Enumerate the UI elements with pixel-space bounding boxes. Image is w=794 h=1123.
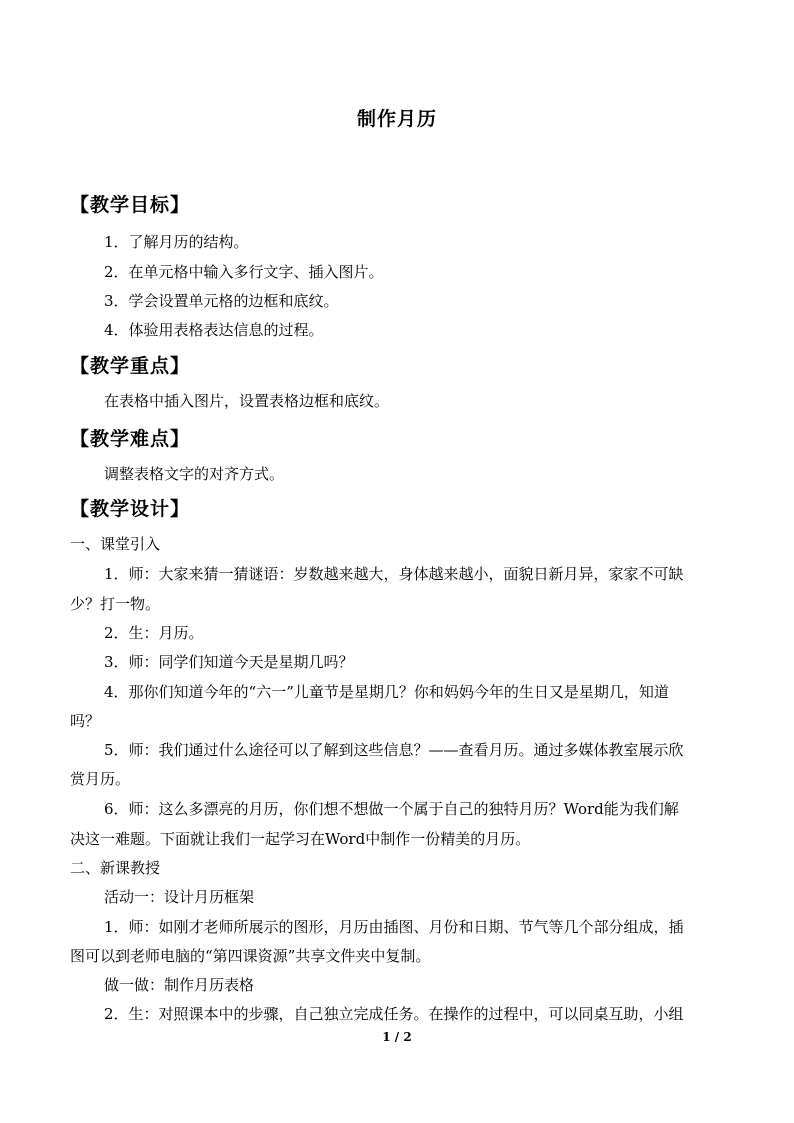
goal-item-4: 4．体验用表格表达信息的过程。 (104, 321, 324, 339)
page-title: 制作月历 (356, 108, 437, 130)
activity-1-title: 活动一：设计月历框架 (104, 888, 255, 906)
intro-line-4b: 吗？ (70, 712, 101, 730)
difficulties-heading: 【教学难点】 (70, 428, 191, 450)
goal-item-1: 1．了解月历的结构。 (104, 233, 249, 251)
key-points-text: 在表格中插入图片，设置表格边框和底纹。 (104, 392, 390, 410)
goal-item-2: 2．在单元格中输入多行文字、插入图片。 (104, 263, 384, 281)
design-heading: 【教学设计】 (70, 498, 191, 520)
intro-line-3: 3．师：同学们知道今天是星期几吗？ (104, 653, 354, 671)
intro-line-1b: 少？打一物。 (70, 595, 161, 613)
intro-line-1a: 1．师：大家来猜一猜谜语：岁数越来越大，身体越来越小，面貌日新月异，家家不可缺 (104, 565, 684, 583)
section-new-lesson-heading: 二、新课教授 (70, 859, 161, 877)
intro-line-5a: 5．师：我们通过什么途径可以了解到这些信息？——查看月历。通过多媒体教室展示欣 (104, 741, 684, 759)
goal-item-3: 3．学会设置单元格的边框和底纹。 (104, 292, 339, 310)
intro-line-2: 2．生：月历。 (104, 624, 204, 642)
goals-heading: 【教学目标】 (70, 194, 191, 216)
key-points-heading: 【教学重点】 (70, 355, 191, 377)
lesson-line-1b: 图可以到老师电脑的“第四课资源”共享文件夹中复制。 (70, 947, 431, 965)
difficulties-text: 调整表格文字的对齐方式。 (104, 465, 285, 483)
try-it-title: 做一做：制作月历表格 (104, 976, 255, 994)
lesson-line-1a: 1．师：如刚才老师所展示的图形，月历由插图、月份和日期、节气等几个部分组成，插 (104, 918, 684, 936)
lesson-line-2a: 2．生：对照课本中的步骤，自己独立完成任务。在操作的过程中，可以同桌互助，小组 (104, 1005, 684, 1023)
intro-line-6a: 6．师：这么多漂亮的月历，你们想不想做一个属于自己的独特月历？Word能为我们解 (104, 800, 679, 818)
intro-line-4a: 4．那你们知道今年的“六一”儿童节是星期几？你和妈妈今年的生日又是星期几，知道 (104, 683, 669, 701)
intro-line-5b: 赏月历。 (70, 770, 131, 788)
page-number: 1 / 2 (382, 1030, 412, 1044)
section-intro-heading: 一、课堂引入 (70, 535, 161, 553)
intro-line-6b: 决这一难题。下面就让我们一起学习在Word中制作一份精美的月历。 (70, 830, 531, 848)
